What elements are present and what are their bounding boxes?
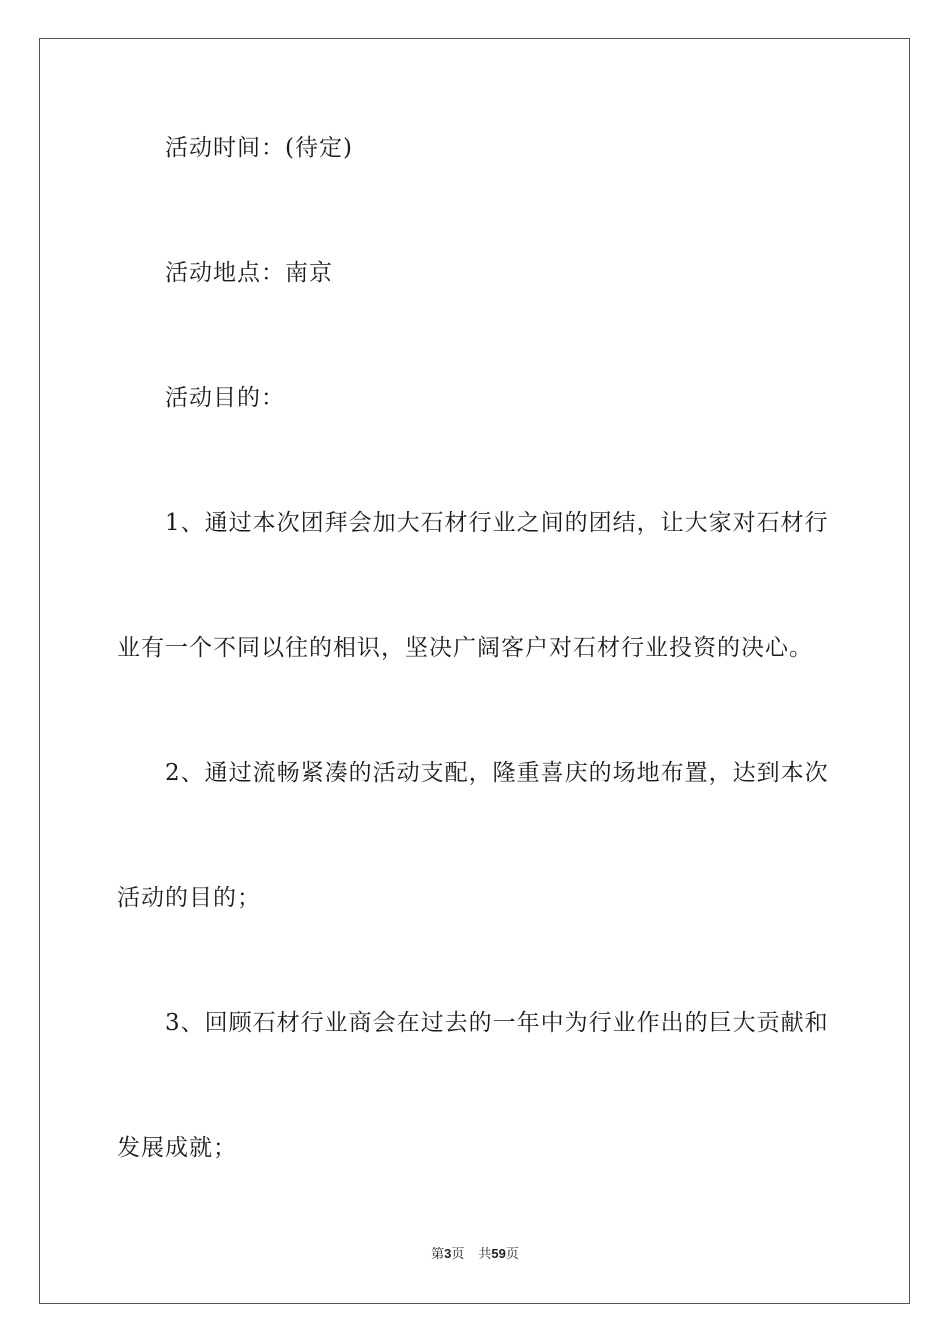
purpose-item-3-line-1: 3、回顾石材行业商会在过去的一年中为行业作出的巨大贡献和 [165,1010,829,1036]
purpose-item-1-line-1: 1、通过本次团拜会加大石材行业之间的团结，让大家对石材行 [165,510,829,536]
purpose-item-1-line-2: 业有一个不同以往的相识，坚决广阔客户对石材行业投资的决心。 [117,635,813,661]
total-suffix: 页 [505,1247,519,1262]
total-pages: 59 [491,1246,506,1261]
purpose-item-2-line-2: 活动的目的； [117,885,261,911]
page-suffix: 页 [451,1247,465,1262]
activity-time-line: 活动时间：(待定) [165,135,353,161]
total-prefix: 共 [478,1247,492,1262]
activity-purpose-heading: 活动目的： [165,385,285,411]
page-prefix: 第 [431,1247,445,1262]
page-footer [0,1245,950,1264]
activity-location-line: 活动地点：南京 [165,260,333,286]
purpose-item-3-line-2: 发展成就； [117,1135,237,1161]
page-number: 3 [444,1246,452,1261]
page-border [39,38,910,1304]
purpose-item-2-line-1: 2、通过流畅紧凑的活动支配，隆重喜庆的场地布置，达到本次 [165,760,829,786]
